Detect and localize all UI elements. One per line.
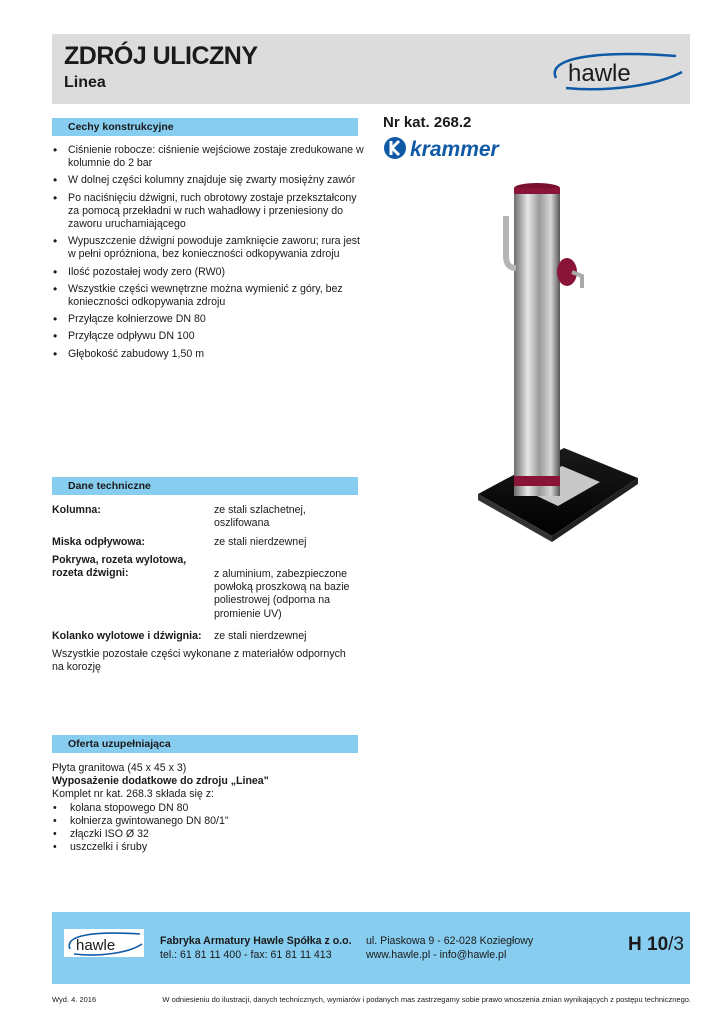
offer-line: Wyposażenie dodatkowe do zdroju „Linea"	[52, 775, 269, 788]
feature-item: • Po naciśnięciu dźwigni, ruch obrotowy zostaje przekształcony za pomocą przekładni w ruch wahadłowy i przeniesiony do zaworu uruchamiającego	[52, 192, 367, 232]
edition-label: Wyd. 4. 2016	[52, 995, 97, 1004]
feature-item: • Przyłącze kołnierzowe DN 80	[52, 313, 367, 326]
catalog-number: Nr kat. 268.2	[383, 114, 472, 131]
page-subtitle: Linea	[64, 74, 106, 91]
disclaimer: W odniesieniu do ilustracji, danych technicznych, wymiarów i podanych mas zastrzegamy sobie prawo wnoszenia zmian wynikających z postępu technicznego.	[162, 995, 691, 1004]
spec-value: ze stali nierdzewnej	[214, 630, 307, 642]
offer-block	[52, 762, 362, 854]
offer-item: • złączki ISO Ø 32	[52, 828, 362, 841]
features-list	[52, 144, 367, 365]
spec-value: ze stali szlachetnej, oszlifowana	[214, 504, 306, 530]
hawle-logo	[546, 48, 686, 94]
product-photo	[472, 176, 638, 568]
spec-row	[52, 554, 362, 626]
spec-row	[52, 536, 362, 550]
company-name: Fabryka Armatury Hawle Spółka z o.o.	[160, 935, 352, 947]
svg-text:hawle: hawle	[76, 937, 116, 954]
offer-item: • kolana stopowego DN 80	[52, 802, 362, 815]
footer-band	[52, 912, 690, 984]
features-heading: Cechy konstrukcyjne	[68, 121, 174, 133]
page-code: H 10/3	[628, 934, 684, 955]
spec-key: Pokrywa, rozeta wylotowa, rozeta dźwigni:	[52, 554, 187, 580]
offer-heading: Oferta uzupełniająca	[68, 738, 171, 750]
address: ul. Piaskowa 9 - 62-028 Koziegłowy	[366, 935, 534, 947]
features-heading-bar	[52, 118, 358, 136]
header-band	[52, 34, 690, 104]
svg-text:krammer: krammer	[410, 138, 499, 160]
footer-company-block	[160, 934, 352, 962]
svg-text:hawle: hawle	[568, 60, 631, 87]
spec-key: Kolanko wylotowe i dźwignia:	[52, 630, 202, 642]
krammer-logo	[383, 136, 518, 160]
feature-item: • Głębokość zabudowy 1,50 m	[52, 348, 367, 361]
phone-fax: tel.: 61 81 11 400 - fax: 61 81 11 413	[160, 949, 332, 961]
web-email: www.hawle.pl - info@hawle.pl	[366, 949, 507, 961]
feature-item: • W dolnej części kolumny znajduje się zwarty mosiężny zawór	[52, 174, 367, 187]
offer-item: • uszczelki i śruby	[52, 841, 362, 854]
offer-line: Płyta granitowa (45 x 45 x 3)	[52, 762, 187, 774]
spec-row	[52, 504, 362, 532]
feature-item: • Przyłącze odpływu DN 100	[52, 330, 367, 343]
page-title: ZDRÓJ ULICZNY	[64, 42, 258, 70]
spec-row	[52, 630, 362, 644]
tech-heading-bar	[52, 477, 358, 495]
offer-list	[52, 802, 362, 855]
footer-contact-block	[366, 934, 533, 962]
feature-item: • Wszystkie części wewnętrzne można wymienić z góry, bez konieczności odkopywania zdroju	[52, 283, 367, 309]
tech-heading: Dane techniczne	[68, 480, 151, 492]
spec-value: z aluminium, zabezpieczone powłoką proszkową na bazie poliestrowej (odporna na promienie UV)	[214, 568, 350, 620]
offer-item: • kołnierza gwintowanego DN 80/1"	[52, 815, 362, 828]
spec-value: ze stali nierdzewnej	[214, 536, 307, 548]
spec-key: Kolumna:	[52, 504, 101, 516]
spec-note: Wszystkie pozostałe części wykonane z materiałów odpornych na korozję	[52, 648, 346, 674]
hawle-footer-logo	[64, 929, 144, 957]
offer-heading-bar	[52, 735, 358, 753]
feature-item: • Ilość pozostałej wody zero (RW0)	[52, 266, 367, 279]
offer-line: Komplet nr kat. 268.3 składa się z:	[52, 788, 214, 801]
feature-item: • Ciśnienie robocze: ciśnienie wejściowe zostaje zredukowane w kolumnie do 2 bar	[52, 144, 367, 170]
tech-specs	[52, 504, 362, 674]
spec-key: Miska odpływowa:	[52, 536, 146, 548]
feature-item: • Wypuszczenie dźwigni powoduje zamknięcie zaworu; rura jest w pełni opróżniona, bez konieczności odkopywania zdroju	[52, 235, 367, 261]
